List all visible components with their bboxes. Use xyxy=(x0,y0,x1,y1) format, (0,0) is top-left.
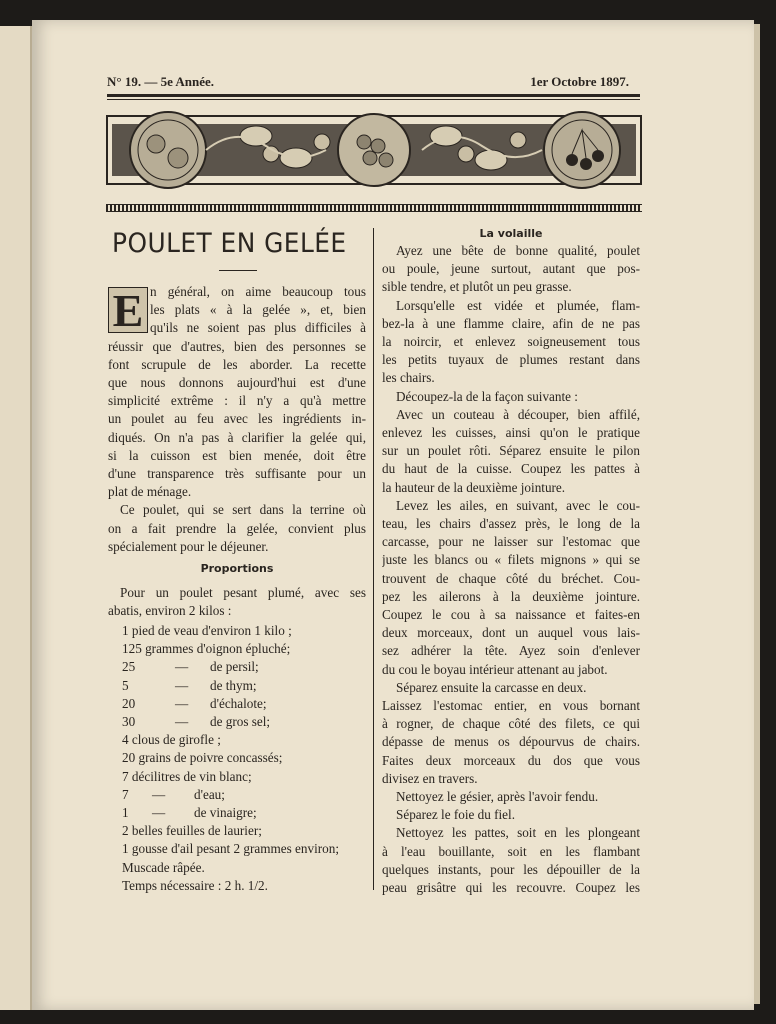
intro-line: qu'ils ne soient pas plus difficiles à xyxy=(150,320,366,336)
body-line: trouvent de chaque côté du bréchet. Cou- xyxy=(382,570,640,586)
body-line: sible tendre, et plutôt un peu grasse. xyxy=(382,279,572,295)
ingredient-quantity: Temps nécessaire : 2 h. 1/2. xyxy=(122,877,268,893)
ditto-dash: — xyxy=(175,677,189,693)
ditto-dash: — xyxy=(152,786,166,802)
body-line: Coupez le cou à sa naissance et faites-en xyxy=(382,607,640,622)
ingredient-item: de vinaigre; xyxy=(194,805,257,820)
body-line: Laissez l'estomac entier, en vous bornant xyxy=(382,698,640,713)
ingredient-quantity: 1 gousse d'ail pesant 2 grammes environ; xyxy=(122,841,339,857)
article-title: POULET EN GELÉE xyxy=(112,228,347,259)
body-line: la noircir, et enlevez soigneusement tous xyxy=(382,334,640,349)
ingredient-quantity: 7 décilitres de vin blanc; xyxy=(122,768,252,784)
body-line: les petits tuyaux de plumes restant dans xyxy=(382,352,640,368)
intro-line: diqués. On n'a pas à clarifier la gelée qui, xyxy=(108,429,366,445)
ingredient-item: de gros sel; xyxy=(210,714,271,729)
ingredient-quantity: 4 clous de girofle ; xyxy=(122,732,221,748)
body-line: sur un poulet rôti. Séparez ensuite le pilon xyxy=(382,443,640,459)
intro-line: Ce poulet, qui se sert dans la terrine où xyxy=(120,502,366,518)
body-line: la hauteur de la deuxième jointure. xyxy=(382,479,566,495)
body-line: à l'eau bouillante, soit en les flambant xyxy=(382,843,640,859)
decorative-fruit-banner xyxy=(106,106,642,194)
body-line: Faites deux morceaux du dos que vous xyxy=(382,752,640,768)
intro-line: on a fait prendre la gelée, convient plus xyxy=(108,520,366,536)
body-line: peau grisâtre qui les recouvre. Coupez les xyxy=(382,880,640,895)
ingredient-quantity: 1 pied de veau d'environ 1 kilo ; xyxy=(122,623,292,638)
ingredient-item: d'échalote; xyxy=(210,695,267,711)
volaille-heading: La volaille xyxy=(479,227,543,240)
ingredient-quantity: 20 xyxy=(122,695,136,711)
body-line: du haut de la cuisse. Coupez les pattes à xyxy=(382,461,640,477)
ingredient-item: de persil; xyxy=(210,659,259,675)
body-line: carcasse, pour ne laisser sur l'estomac que xyxy=(382,534,640,550)
body-line: bez-la à une flamme claire, afin de ne pas xyxy=(382,315,640,331)
ditto-dash: — xyxy=(152,805,166,820)
header-rule-thin xyxy=(107,99,640,100)
ingredient-item: de thym; xyxy=(210,677,257,693)
body-line: teau, les chairs d'assez près, le long de la xyxy=(382,516,640,531)
ingredient-quantity: 7 xyxy=(122,786,129,802)
drop-cap-letter: E xyxy=(112,285,144,336)
body-line: deux morceaux, dont un auquel vous lais- xyxy=(382,625,640,641)
body-line: Avec un couteau à découper, bien affilé, xyxy=(396,406,640,422)
proportions-intro-line: Pour un poulet pesant plumé, avec ses xyxy=(120,585,366,600)
body-line: Nettoyez les pattes, soit en les plongeant xyxy=(396,825,640,841)
intro-line: simplicité extrême : il n'y a qu'à mettre xyxy=(108,393,366,409)
intro-line: spécialement pour le déjeuner. xyxy=(108,538,269,554)
body-line: du cou le boyau intérieur attenant au jabot. xyxy=(382,661,608,677)
body-line: sez adhérer la tête. Ayez soin d'enlever xyxy=(382,643,640,659)
title-underline xyxy=(219,270,257,271)
body-line: Découpez-la de la façon suivante : xyxy=(396,388,578,404)
intro-line: n général, on aime beaucoup tous xyxy=(150,284,366,299)
running-header xyxy=(107,74,639,96)
intro-line: un poulet au feu avec les ingrédients in- xyxy=(108,411,366,427)
ingredient-quantity: 5 xyxy=(122,677,129,693)
proportions-intro-line: abatis, environ 2 kilos : xyxy=(108,603,232,618)
ingredient-quantity: 20 grains de poivre concassés; xyxy=(122,750,283,766)
column-divider xyxy=(373,228,374,890)
ditto-dash: — xyxy=(175,659,189,675)
intro-line: réussir que d'autres, bien des personnes se xyxy=(108,338,366,354)
body-line: à rogner, de chaque côté des filets, ce qui xyxy=(382,716,640,732)
body-line: Nettoyez le gésier, après l'avoir fendu. xyxy=(396,789,599,804)
ingredient-item: d'eau; xyxy=(194,786,225,802)
intro-line: d'une transparence très suffisante pour un xyxy=(108,466,366,481)
body-line: ou poule, jeune surtout, autant que pos- xyxy=(382,261,640,277)
ingredient-quantity: Muscade râpée. xyxy=(122,859,205,875)
intro-line: plat de ménage. xyxy=(108,484,192,500)
body-line: Séparez ensuite la carcasse en deux. xyxy=(396,679,587,695)
drop-cap xyxy=(108,285,148,336)
body-line: Ayez une bête de bonne qualité, poulet xyxy=(396,243,640,258)
body-line: divisez en travers. xyxy=(382,770,478,786)
body-line: quelques instants, pour les dépouiller de la xyxy=(382,861,640,877)
body-line: les chairs. xyxy=(382,370,435,386)
header-rule xyxy=(107,94,640,97)
intro-line: que nous donnons aujourd'hui est d'une xyxy=(108,375,366,390)
intro-line: font scrupule de les aborder. La recette xyxy=(108,356,366,372)
ingredient-quantity: 30 xyxy=(122,714,136,729)
ingredient-quantity: 2 belles feuilles de laurier; xyxy=(122,823,262,839)
issue-number: N° 19. — 5e Année. xyxy=(107,74,215,89)
intro-line: si la cuisson est bien menée, doit être xyxy=(108,447,366,463)
body-line: Séparez le foie du fiel. xyxy=(396,807,515,823)
body-line: pez les ailerons à la deuxième jointure. xyxy=(382,588,640,604)
ingredient-quantity: 25 xyxy=(122,659,136,675)
body-line: Lorsqu'elle est vidée et plumée, flam- xyxy=(396,297,640,313)
ditto-dash: — xyxy=(175,714,189,729)
body-line: enlevez les cuisses, ainsi qu'on le pratique xyxy=(382,425,640,440)
page-stack-edge xyxy=(754,24,760,1004)
intro-line: les plats « à la gelée », et, bien xyxy=(150,302,366,318)
facing-page-edge xyxy=(0,26,32,1010)
ditto-dash: — xyxy=(175,695,189,711)
ingredient-quantity: 125 grammes d'oignon épluché; xyxy=(122,641,291,657)
proportions-heading: Proportions xyxy=(200,562,274,575)
body-line: juste les blancs ou « filets mignons » qui se xyxy=(382,552,640,568)
body-line: Levez les ailes, en suivant, avec le cou- xyxy=(396,497,640,513)
issue-date: 1er Octobre 1897. xyxy=(530,74,629,89)
ingredient-quantity: 1 xyxy=(122,805,129,820)
ornament-dotted-rule xyxy=(106,204,642,212)
body-line: dépasse de menus os dépourvus de chairs. xyxy=(382,734,640,750)
